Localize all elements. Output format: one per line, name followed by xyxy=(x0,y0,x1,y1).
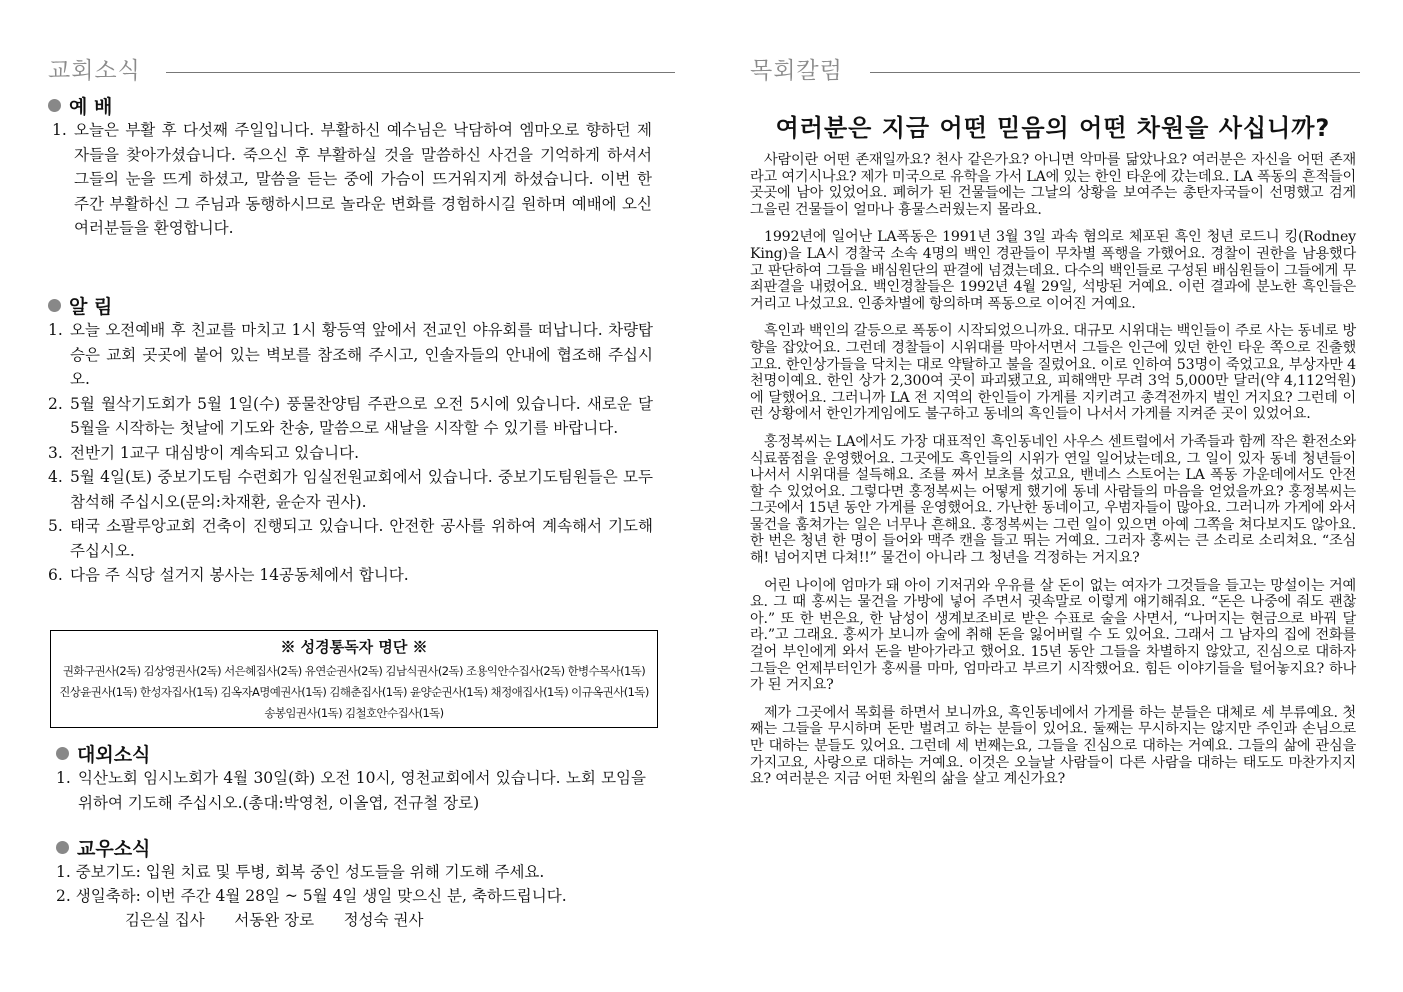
bullet-icon xyxy=(56,841,69,854)
notices-title: 알 림 xyxy=(69,296,113,318)
bullet-icon xyxy=(48,299,61,312)
names-line: 송봉임권사(1독) 김철호안수집사(1독) xyxy=(264,706,444,720)
external-list xyxy=(56,766,646,815)
bible-reader-box xyxy=(50,630,658,728)
list-item: 2. 생일축하: 이번 주간 4월 28일 ~ 5월 4일 생일 맞으신 분, 축하드립니다. xyxy=(56,887,567,905)
item-text: 오늘 오전예배 후 친교를 마치고 1시 황등역 앞에서 전교인 야유회를 떠납니다. 차량탑승은 교회 곳곳에 붙어 있는 벽보를 참조해 주시고, 인솔자들의 안내에 협조해 주십시오. xyxy=(70,321,653,388)
item-text: 익산노회 임시노회가 4월 30일(화) 오전 10시, 영천교회에서 있습니다. 노회 모임을 위하여 기도해 주십시오.(총대:박영천, 이올엽, 전규철 장로) xyxy=(78,769,646,812)
list-item: 1. 중보기도: 입원 치료 및 투병, 회복 중인 성도들을 위해 기도해 주세요. xyxy=(56,863,545,881)
list-item xyxy=(52,118,652,241)
notices-list xyxy=(48,318,653,588)
item-number: 5. xyxy=(48,517,63,535)
item-number: 1. xyxy=(56,769,71,787)
column-body xyxy=(750,152,1356,799)
external-subheading xyxy=(56,740,150,767)
list-item xyxy=(48,441,653,466)
external-title: 대외소식 xyxy=(77,744,151,766)
paragraph: 제가 그곳에서 목회를 하면서 보니까요, 흑인동네에서 가게를 하는 분들은 대체로 세 부류예요. 첫째는 그들을 무시하며 돈만 벌려고 하는 분들이 있어요. 둘째는 무시하지는 않지만 주인과 손님으로만 대하는 분들도 있어요. 그런데 세 번째는요, 그들을 진심으로 대하는 거예요. 그들의 삶에 관심을 가지고요, 사랑으로 대하는 거예요. 이것은 오늘날 사람들이 다른 사람을 대하는 태도도 마찬가지지요? 여러분은 지금 어떤 차원의 삶을 살고 계신가요? xyxy=(750,704,1356,788)
names-line: 권화구권사(2독) 김상영권사(2독) 서은혜집사(2독) 유연순권사(2독) 김남식권사(2독) 조용익안수집사(2독) 한병수목사(1독) xyxy=(62,664,646,678)
bible-reader-names xyxy=(51,661,657,724)
list-item xyxy=(48,465,653,514)
members-list xyxy=(56,860,656,932)
item-text: 5월 4일(토) 중보기도팀 수련회가 임실전원교회에서 있습니다. 중보기도팀원들은 모두 참석해 주십시오(문의:차재환, 윤순자 권사). xyxy=(70,468,653,511)
worship-subheading xyxy=(48,92,112,119)
item-text: 전반기 1교구 대심방이 계속되고 있습니다. xyxy=(70,443,360,462)
members-title: 교우소식 xyxy=(77,838,151,860)
paragraph: 홍정복씨는 LA에서도 가장 대표적인 흑인동네인 사우스 센트럴에서 가족들과 함께 작은 환전소와 식료품점을 운영했어요. 그곳에도 흑인들의 시위가 연일 일어났는데요, 그 일이 있자 동네 청년들이 나서서 시위대를 설득해요. 조를 짜서 보초를 섰고요, 밴네스 스토어는 LA 폭동 가운데에서도 안전할 수 있었어요. 그렇다면 홍정복씨는 어떻게 했기에 동네 사람들의 마음을 얻었을까요? 홍정복씨는 그곳에서 15년 동안 가게를 운영했어요. 가난한 동네이고, 우범자들이 많아요. 그러니까 가게에 와서 물건을 훔쳐가는 일은 너무나 흔해요. 홍정복씨는 그런 일이 있으면 아예 그쪽을 쳐다보지도 않아요. 한 번은 청년 한 명이 들어와 맥주 캔을 들고 뛰는 거예요. 그러자 홍씨는 큰 소리로 소리쳐요. “조심해! 넘어지면 다쳐!!” 물건이 아니라 그 청년을 걱정하는 거지요? xyxy=(750,433,1356,567)
list-item xyxy=(48,392,653,441)
column-title: 여러분은 지금 어떤 믿음의 어떤 차원을 사십니까? xyxy=(775,114,1331,142)
pastor-column-heading: 목회칼럼 xyxy=(750,58,843,84)
item-number: 2. xyxy=(48,394,63,413)
item-text: 다음 주 식당 설거지 봉사는 14공동체에서 합니다. xyxy=(70,566,409,584)
members-subheading xyxy=(56,834,150,861)
header-rule xyxy=(870,72,1360,73)
worship-title: 예 배 xyxy=(69,96,113,118)
list-item: 김은실 집사 서동완 장로 정성숙 권사 xyxy=(56,911,424,929)
worship-list xyxy=(52,118,652,241)
bullet-icon xyxy=(48,99,61,112)
paragraph: 사람이란 어떤 존재일까요? 천사 같은가요? 아니면 악마를 닮았나요? 여러분은 자신을 어떤 존재라고 여기시나요? 제가 미국으로 유학을 가서 LA에 있는 한인 타운에 갔는데요. LA 폭동의 흔적들이 곳곳에 남아 있었어요. 폐허가 된 건물들에는 그날의 상황을 보여주는 총탄자국들이 선명했고 검게 그을린 건물들이 얼마나 흉물스러웠는지 몰라요. xyxy=(750,152,1356,218)
paragraph: 흑인과 백인의 갈등으로 폭동이 시작되었으니까요. 대규모 시위대는 백인들이 주로 사는 동네로 방향을 잡았어요. 그런데 경찰들이 시위대를 막아서면서 그들은 인근에 있던 한인 타운 쪽으로 진출했고요. 한인상가들을 닥치는 대로 약탈하고 불을 질렀어요. 이로 인하여 53명이 죽었고요, 부상자만 4천명이예요. 한인 상가 2,300여 곳이 파괴됐고요, 피해액만 무려 3억 5,000만 달러(약 4,112억원)에 달했어요. 그러니까 LA 전 지역의 한인들이 가게를 지키려고 총격전까지 벌인 거지요? 그런데 이런 상황에서 한인가게임에도 불구하고 동네의 흑인들이 나서서 가게를 지켜준 곳이 있었어요. xyxy=(750,323,1356,423)
names-line: 진상윤권사(1독) 한성자집사(1독) 김옥자A명예권사(1독) 김해춘집사(1독) 윤양순권사(1독) 채정애집사(1독) 이규옥권사(1독) xyxy=(59,685,649,699)
bullet-icon xyxy=(56,747,69,760)
item-number: 6. xyxy=(48,566,63,584)
item-text: 오늘은 부활 후 다섯째 주일입니다. 부활하신 예수님은 낙담하여 엠마오로 향하던 제자들을 찾아가셨습니다. 죽으신 후 부활하실 것을 말씀하신 사건을 기억하게 하셔서 그들의 눈을 뜨게 하셨고, 말씀을 듣는 중에 가슴이 뜨거워지게 하셨습니다. 이번 한 주간 부활하신 그 주님과 동행하시므로 놀라운 변화를 경험하시길 원하며 예배에 오신 여러분들을 환영합니다. xyxy=(74,121,652,237)
notices-subheading xyxy=(48,292,112,319)
list-item xyxy=(56,766,646,815)
paragraph: 1992년에 일어난 LA폭동은 1991년 3월 3일 과속 혐의로 체포된 흑인 청년 로드니 킹(Rodney King)을 LA시 경찰국 소속 4명의 백인 경관들이 무차별 폭행을 가했어요. 경찰이 권한을 남용했다고 판단하여 그들을 배심원단의 판결에 넘겼는데요. 다수의 백인들로 구성된 배심원들이 그들에게 무죄판결을 내렸어요. 백인경찰들은 1992년 4월 29일, 석방된 거예요. 이런 결과에 분노한 흑인들은 거리고 나섰고요. 인종차별에 항의하며 폭동으로 이어진 거예요. xyxy=(750,229,1356,312)
pastor-column-header xyxy=(750,52,1356,88)
paragraph: 어린 나이에 엄마가 돼 아이 기저귀와 우유를 살 돈이 없는 여자가 그것들을 들고는 망설이는 거예요. 그 때 홍씨는 물건을 가방에 넣어 주면서 귓속말로 이렇게 얘기해줘요. “돈은 나중에 줘도 괜찮아.” 또 한 번은요, 한 남성이 생계보조비로 받은 수표로 술을 사면서, “나머지는 현금으로 바꿔 달라.”고 그래요. 홍씨가 보니까 술에 취해 돈을 잃어버릴 수 도 있어요. 그래서 그 남자의 집에 전화를 걸어 부인에게 와서 돈을 받아가라고 했어요. 15년 동안 그들을 차별하지 않았고, 진심으로 대하자 그들은 언제부터인가 홍씨를 마마, 엄마라고 부르기 시작했어요. 힘든 이야기들을 털어놓지요? 하나가 된 거지요? xyxy=(750,577,1356,694)
church-news-heading: 교회소식 xyxy=(48,58,141,84)
item-number: 1. xyxy=(52,121,67,139)
bible-box-title: ※ 성경통독자 명단 ※ xyxy=(280,638,428,656)
list-item xyxy=(48,514,653,563)
item-text: 태국 소팔루앙교회 건축이 진행되고 있습니다. 안전한 공사를 위하여 계속해서 기도해 주십시오. xyxy=(70,517,653,560)
item-number: 1. xyxy=(48,321,63,339)
item-text: 5월 월삭기도회가 5월 1일(수) 풍물찬양팀 주관으로 오전 5시에 있습니다. 새로운 달 5월을 시작하는 첫날에 기도와 찬송, 말씀으로 새날을 시작할 수 있기를 바랍니다. xyxy=(70,394,653,437)
item-number: 3. xyxy=(48,443,63,462)
list-item xyxy=(48,318,653,392)
header-rule xyxy=(166,72,675,73)
list-item xyxy=(48,563,653,588)
item-number: 4. xyxy=(48,468,63,486)
church-news-header xyxy=(48,52,663,88)
